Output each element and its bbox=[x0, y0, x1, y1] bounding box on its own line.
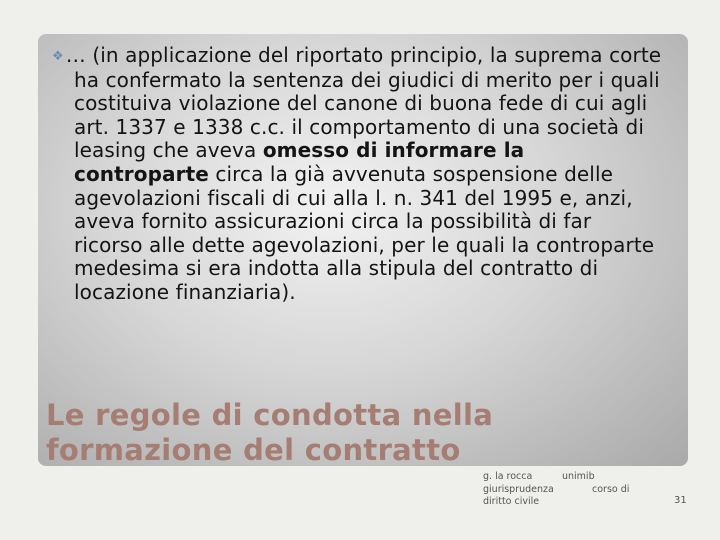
footer-course-name: diritto civile bbox=[483, 496, 540, 507]
footer-university: unimib bbox=[562, 471, 595, 482]
body-text-emphasis: omesso di informare la controparte bbox=[74, 138, 525, 186]
body-text-part-3: circa la già avvenuta sospensione delle agevolazioni fiscali di cui alla l. n. 341 del 1995 e, anzi, aveva fornito assicurazioni circa la possibilità di far ricorso alle dette agevolazioni, per le quali la controparte medesima si era indotta alla stipula del contratto di locazione finanziaria). bbox=[74, 161, 655, 304]
slide-title bbox=[46, 398, 606, 468]
page-number: 31 bbox=[674, 495, 687, 506]
footer-info bbox=[483, 471, 554, 509]
footer-course-label: corso di bbox=[592, 483, 630, 495]
footer-dept: giurisprudenza bbox=[483, 483, 554, 495]
footer-author: g. la rocca bbox=[483, 471, 533, 482]
slide-title-line-2: formazione del contratto bbox=[46, 433, 461, 467]
footer-info-right bbox=[562, 471, 629, 496]
bullet-icon: ❖ bbox=[52, 49, 64, 64]
slide-title-line-1: Le regole di condotta nella bbox=[46, 398, 494, 432]
slide-body-paragraph bbox=[52, 44, 662, 305]
body-text-part-1: … (in applicazione del riportato principio, la suprema corte ha confermato la sentenza dei giudici di merito per i quali costituiva violazione del canone di buona fede di cui agli art. 1337 e 1338 c.c. il comportamento di una società di leasing che aveva bbox=[65, 43, 662, 163]
